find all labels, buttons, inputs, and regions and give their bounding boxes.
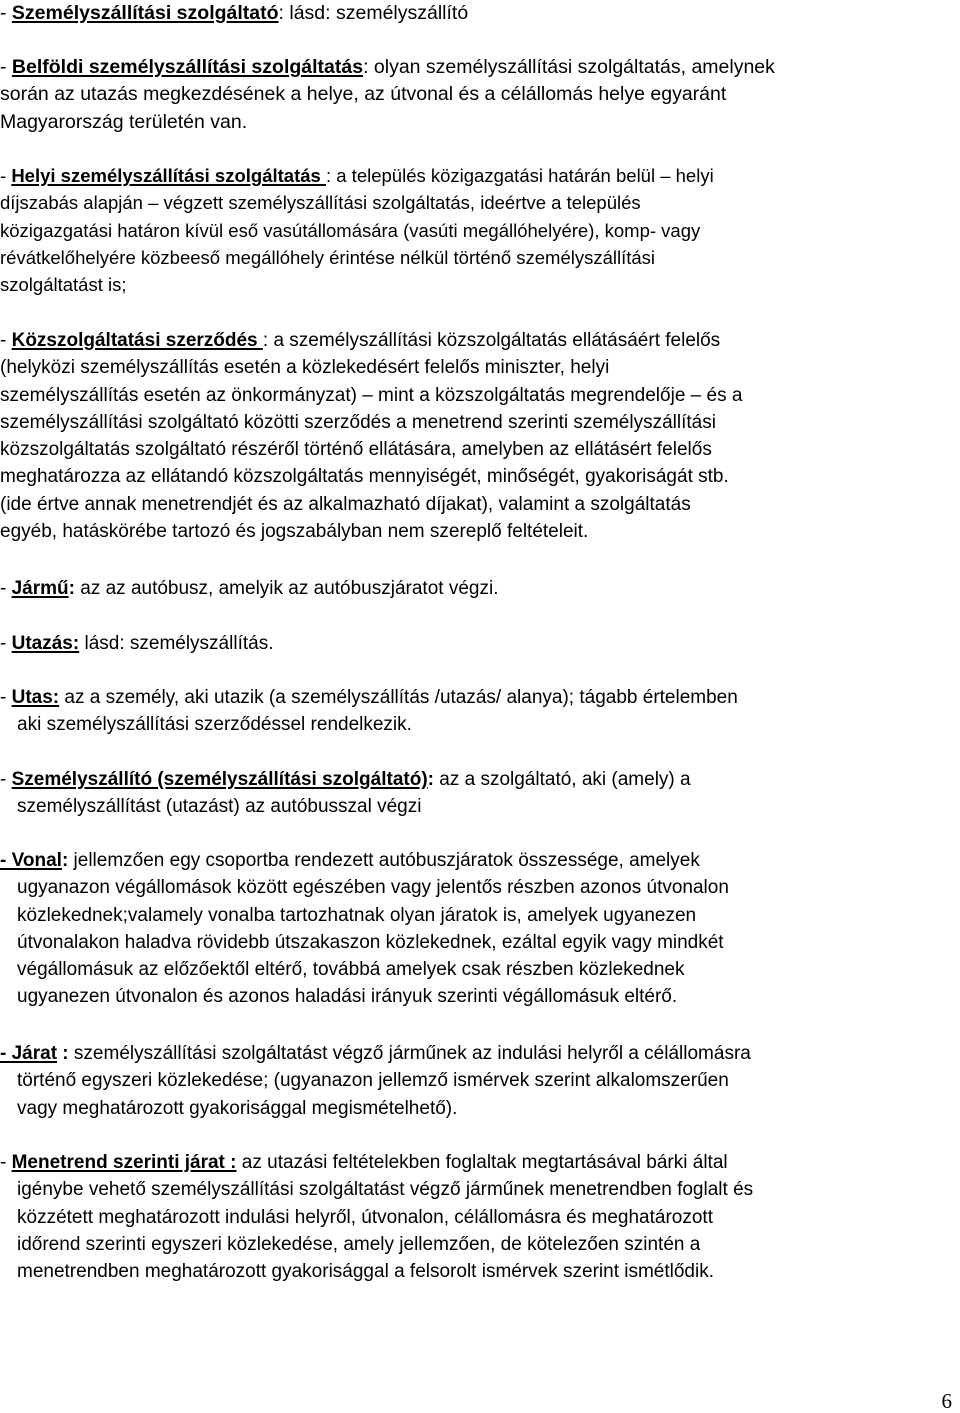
definition-line: történő egyszeri közlekedése; (ugyanazon jellemző ismérvek szerint alkalomszerűen [17,1070,729,1092]
list-dash: - [0,330,12,351]
defined-term: Közszolgáltatási szerződés [11,330,263,351]
definition-text: az az autóbusz, amelyik az autóbuszjáratot végzi. [74,578,499,599]
definition-menetrend-szerinti-jarat [0,1149,950,1285]
definition-line: (helyközi személyszállítás esetén a közlekedésért felelős miniszter, helyi [0,357,610,379]
defined-term: Menetrend szerinti járat : [11,1152,237,1173]
definition-line [0,684,950,711]
definition-line [0,766,950,793]
definition-line: közlekednek;valamely vonalba tartozhatnak olyan járatok is, amelyek ugyanezen [17,904,697,926]
definition-utazas [0,630,950,657]
definition-line: meghatározza az ellátandó közszolgáltatás mennyiségét, minőségét, gyakoriságát stb. [0,466,729,488]
term-colon: : [57,1043,69,1064]
definition-helyi-szemelyszallitasi-szolgaltatas [0,162,950,298]
defined-term: Személyszállító (személyszállítási szolgáltató) [11,769,428,790]
definition-vonal [0,847,950,1011]
definition-line: vagy meghatározott gyakorisággal megismételhető). [17,1097,458,1119]
definition-line: ugyanezen útvonalon és azonos haladási irányuk szerinti végállomásuk eltérő. [17,986,678,1008]
definition-line: útvonalakon haladva rövidebb útszakaszon közlekednek, ezáltal egyik vagy mindkét [17,931,724,953]
definition-text: : lásd: személyszállító [278,2,469,24]
definition-line: ugyanazon végállomások között egészében vagy jelentős részben azonos útvonalon [17,877,729,899]
definition-line: közzétett meghatározott indulási helyről, útvonalon, célállomásra és meghatározott [17,1206,713,1228]
definition-belfoldi-szemelyszallitasi-szolgaltatas [0,54,950,136]
definition-text: lásd: személyszállítás. [79,633,274,654]
definition-line [0,1149,950,1176]
definition-line: személyszállítást (utazást) az autóbusszal végzi [17,796,422,818]
list-dash: - [0,769,12,790]
list-dash: - [0,687,12,708]
definition-text: személyszállítási szolgáltatást végző járműnek az indulási helyről a célállomásra [68,1043,751,1064]
definition-text: : a személyszállítási közszolgáltatás ellátásáért felelős [262,330,721,351]
definition-line: személyszállítási szolgáltató közötti szerződés a menetrend szerinti személyszállítási [0,411,716,433]
defined-term: - Járat [0,1043,58,1064]
definition-line [0,1040,950,1067]
definition-line: szolgáltatást is; [0,274,127,296]
definition-kozszolgaltatasi-szerzodes [0,327,950,545]
defined-term: Jármű [11,578,69,599]
definition-line [0,0,950,27]
definition-line: (ide értve annak menetrendjét és az alkalmazható díjakat), valamint a szolgáltatás [0,493,691,515]
definition-line: egyéb, hatáskörébe tartozó és jogszabályban nem szereplő feltételeit. [0,521,589,543]
definition-text: jellemzően egy csoportba rendezett autóbuszjáratok összessége, amelyek [68,850,700,871]
definition-line: révátkelőhelyére közbeeső megállóhely érintése nélkül történő személyszállítási [0,246,656,268]
definition-text: az utazási feltételekben foglaltak megtartásával bárki által [236,1152,728,1173]
defined-term: Utas: [11,687,60,708]
definition-szemelyszallito [0,766,950,821]
definition-line: Magyarország területén van. [0,110,248,133]
definition-utas [0,684,950,739]
page-number: 6 [941,1389,952,1413]
definition-jarat [0,1040,950,1122]
definition-line [0,162,950,189]
definition-line: során az utazás megkezdésének a helye, az útvonal és a célállomás helye egyaránt [0,83,727,106]
definition-text: : olyan személyszállítási szolgáltatás, amelynek [363,56,775,78]
list-dash: - [0,2,12,24]
definition-szemelyszallitasi-szolgaltato [0,0,950,27]
definition-line: közszolgáltatás szolgáltató részéről történő ellátására, amelyben az ellátásért felelős [0,439,712,461]
definition-line: közigazgatási határon kívül eső vasútállomására (vasúti megállóhelyére), komp- vagy [0,219,701,241]
definition-line [0,575,950,602]
definition-text: az a személy, aki utazik (a személyszállítás /utazás/ alanya); tágabb értelemben [59,687,738,708]
defined-term: Belföldi személyszállítási szolgáltatás [11,56,364,78]
defined-term: Személyszállítási szolgáltató [11,2,279,24]
term-colon: : [68,578,75,599]
definition-line: aki személyszállítási szerződéssel rendelkezik. [17,714,412,736]
definition-line: személyszállítás esetén az önkormányzat) – mint a közszolgáltatás megrendelője – és a [0,384,743,406]
definition-line: díjszabás alapján – végzett személyszállítási szolgáltatás, ideértve a település [0,192,641,214]
definition-text: : a település közigazgatási határán belül – helyi [325,165,714,186]
list-dash: - [0,633,12,654]
defined-term: Utazás: [11,633,80,654]
definition-line: menetrendben meghatározott gyakorisággal a felsorolt ismérvek szerint ismétlődik. [17,1261,714,1283]
list-dash: - [0,578,12,599]
definition-line [0,327,950,354]
definition-text: az a szolgáltató, aki (amely) a [433,769,691,790]
definition-line [0,630,950,657]
list-dash: - [0,56,12,78]
definition-line: időrend szerinti egyszeri közlekedése, amely jellemzően, de kötelezően szintén a [17,1233,701,1255]
definition-jarmu [0,575,950,602]
definition-line: végállomásuk az előzőektől eltérő, továbbá amelyek csak részben közlekednek [17,959,685,981]
defined-term: - Vonal [0,850,62,871]
list-dash: - [0,165,12,186]
term-colon: : [61,850,69,871]
definition-line: igénybe vehető személyszállítási szolgáltatást végző járműnek menetrendben foglalt és [17,1179,754,1201]
definition-line [0,847,950,874]
term-colon: : [427,769,434,790]
defined-term: Helyi személyszállítási szolgáltatás [11,165,326,186]
definition-line [0,54,950,81]
list-dash: - [0,1152,12,1173]
